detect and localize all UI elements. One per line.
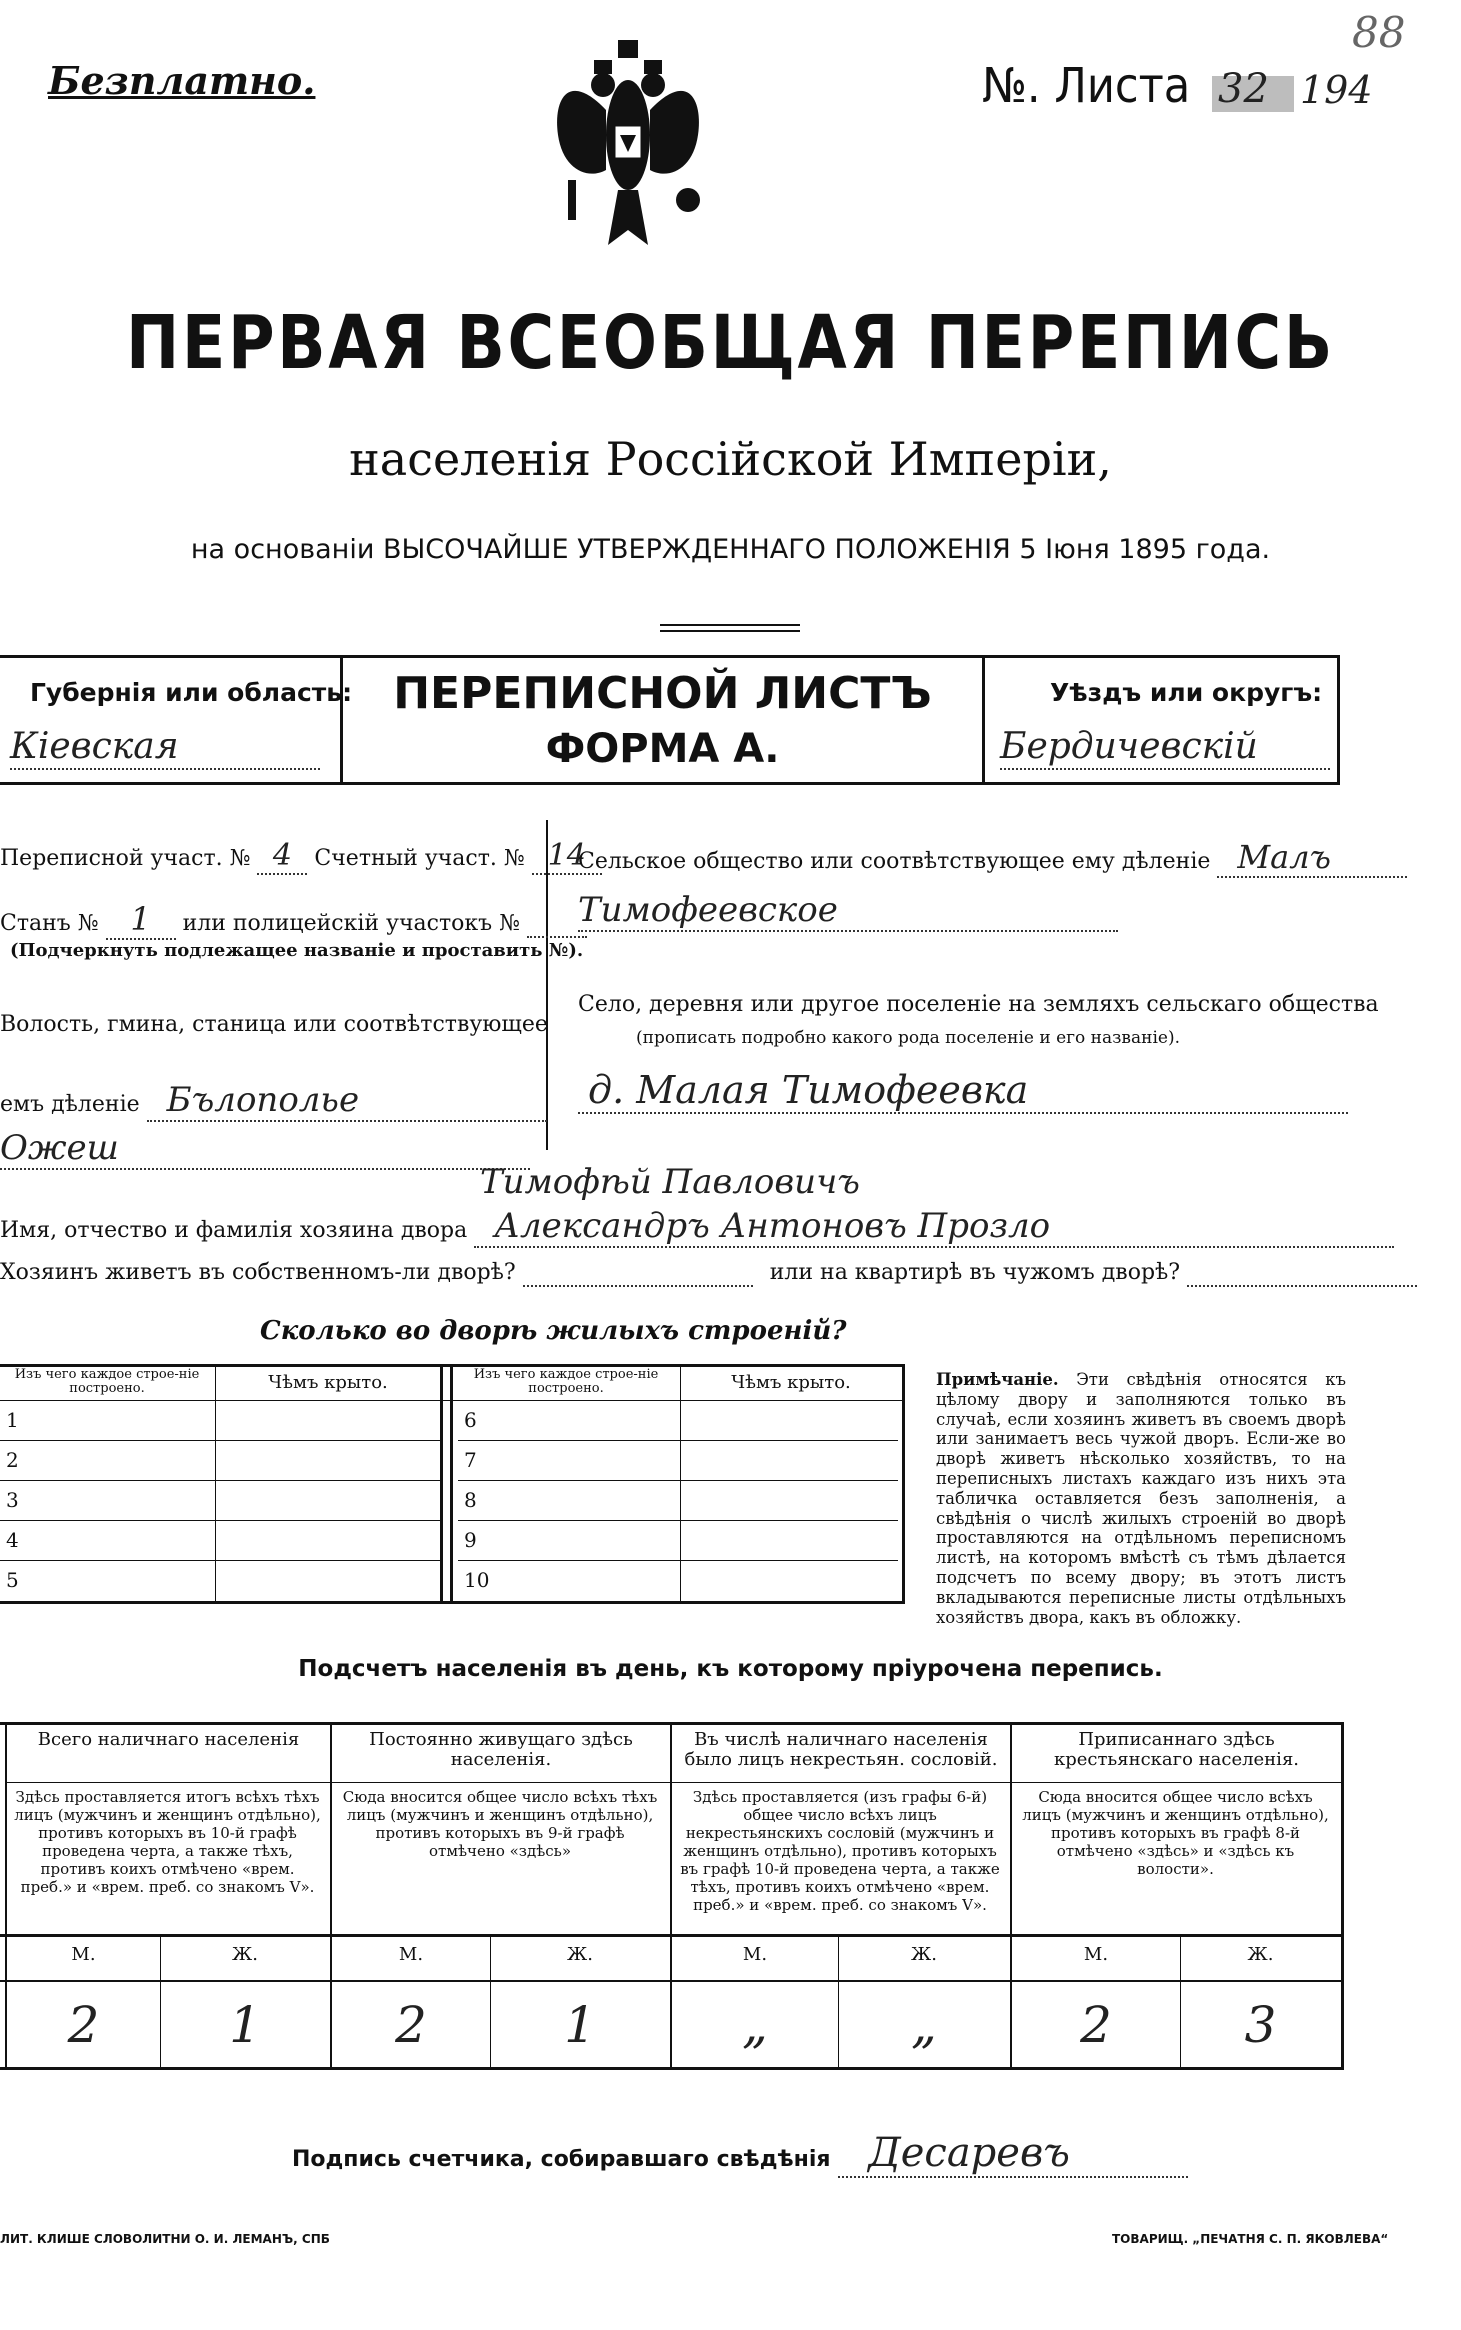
buildings-left-row-number: 3 bbox=[6, 1488, 19, 1512]
buildings-right-row-number: 7 bbox=[464, 1448, 477, 1472]
sheet-number-value: 32 bbox=[1218, 66, 1269, 112]
population-f-value: 1 bbox=[564, 1996, 596, 2054]
buildings-col-material-left: Изъ чего каждое строе-ніе построено. bbox=[14, 1367, 200, 1396]
census-area-label: Переписной участ. № bbox=[0, 846, 251, 871]
population-m-label: М. bbox=[398, 1944, 424, 1965]
police-note: (Подчеркнуть подлежащее названіе и проставить №). bbox=[10, 940, 584, 961]
buildings-left-row-line bbox=[0, 1440, 440, 1441]
buildings-left-row-line bbox=[0, 1560, 440, 1561]
village-note: (прописать подробно какого рода поселеніе и его названіе). bbox=[636, 1028, 1180, 1048]
volost-label: Волость, гмина, станица или соотвѣтствующее bbox=[0, 1012, 548, 1037]
population-col-head: Постоянно живущаго здѣсь населенія. bbox=[369, 1729, 633, 1770]
guberniya-label: Губернія или область: bbox=[30, 678, 353, 707]
buildings-left-row-number: 5 bbox=[6, 1568, 19, 1592]
buildings-left-row-line bbox=[0, 1520, 440, 1521]
printer-left: ЛИТ. КЛИШЕ СЛОВОЛИТНИ О. И. ЛЕМАНЪ, СПБ bbox=[0, 2232, 330, 2246]
society-line bbox=[578, 838, 1407, 878]
population-f-label: Ж. bbox=[911, 1944, 937, 1965]
owner-value-top: Тимофѣй Павловичъ bbox=[480, 1162, 860, 1202]
population-col-desc: Сюда вносится общее число всѣхъ лицъ (мужчинъ и женщинъ отдѣльно), противъ которыхъ въ графѣ 8-й отмѣчено «здѣсь» и «здѣсь къ волости». bbox=[1022, 1788, 1329, 1878]
society-value: Малъ bbox=[1217, 838, 1407, 878]
buildings-right-row-line bbox=[458, 1480, 898, 1481]
buildings-col-material-right: Изъ чего каждое строе-ніе построено. bbox=[473, 1367, 659, 1396]
population-col-head: Всего наличнаго населенія bbox=[37, 1729, 300, 1750]
volost-value-2: Ожеш bbox=[0, 1128, 530, 1170]
population-f-value: 3 bbox=[1244, 1996, 1277, 2054]
guberniya-value: Кіевская bbox=[10, 726, 320, 770]
buildings-left-row-number: 2 bbox=[6, 1448, 19, 1472]
double-headed-eagle-icon bbox=[548, 40, 708, 250]
population-f-label: Ж. bbox=[232, 1944, 258, 1965]
village-value: д. Малая Тимофеевка bbox=[578, 1068, 1348, 1114]
sheet-number-value-2: 194 bbox=[1300, 68, 1373, 112]
population-m-label: М. bbox=[71, 1944, 96, 1965]
population-f-label: Ж. bbox=[567, 1944, 593, 1965]
form-box-top bbox=[0, 655, 1340, 658]
count-area-value: 14 bbox=[532, 838, 602, 875]
buildings-right-row-number: 8 bbox=[464, 1488, 477, 1512]
main-title: ПЕРВАЯ ВСЕОБЩАЯ ПЕРЕПИСЬ bbox=[126, 300, 1335, 386]
buildings-left-row-number: 4 bbox=[6, 1528, 19, 1552]
buildings-right-row-line bbox=[458, 1520, 898, 1521]
sheet-number-label: №. Листа bbox=[982, 58, 1191, 114]
buildings-right-row-number: 9 bbox=[464, 1528, 477, 1552]
form-box-right bbox=[1337, 655, 1340, 785]
free-label: Безплатно. bbox=[48, 58, 316, 103]
uezd-value: Бердичевскій bbox=[1000, 726, 1330, 770]
stan-value: 1 bbox=[106, 900, 176, 940]
count-area-label: Счетный участ. № bbox=[314, 846, 525, 871]
buildings-right-row-number: 10 bbox=[464, 1568, 490, 1592]
uezd-label: Уѣздъ или округъ: bbox=[1050, 678, 1323, 707]
signature-value: Десаревъ bbox=[838, 2130, 1188, 2178]
buildings-right-row-line bbox=[458, 1440, 898, 1441]
owner-value: Александръ Антоновъ Прозло bbox=[474, 1206, 1394, 1248]
buildings-left-row-number: 1 bbox=[6, 1408, 19, 1432]
form-title: ПЕРЕПИСНОЙ ЛИСТЪ bbox=[393, 668, 932, 719]
signature-label: Подпись счетчика, собиравшаго свѣдѣнія bbox=[292, 2147, 831, 2172]
census-area-line bbox=[0, 838, 602, 875]
emblem bbox=[548, 40, 708, 250]
owner-line bbox=[0, 1206, 1394, 1248]
population-col-head: Приписаннаго здѣсь крестьянскаго населенія. bbox=[1053, 1729, 1300, 1770]
population-m-value: 2 bbox=[1080, 1996, 1112, 2054]
stan-label: Станъ № bbox=[0, 911, 99, 936]
population-col-desc: Здѣсь проставляется (изъ графы 6-й) общее число всѣхъ лицъ некрестьянскихъ сословій (мужчинъ и женщинъ отдѣльно), противъ которыхъ въ графѣ 10-й проведена черта, а также тѣхъ, противъ коихъ отмѣчено «врем. преб.» и «врем. преб. со знакомъ V». bbox=[680, 1788, 1000, 1914]
buildings-col-roof-right: Чѣмъ крыто. bbox=[731, 1372, 851, 1393]
rent-label: или на квартирѣ въ чужомъ дворѣ? bbox=[769, 1260, 1181, 1285]
buildings-right-row-number: 6 bbox=[464, 1408, 477, 1432]
population-col-desc: Здѣсь проставляется итогъ всѣхъ тѣхъ лицъ (мужчинъ и женщинъ отдѣльно), противъ которыхъ въ 10-й графѣ проведена черта, а также тѣхъ, противъ коихъ отмѣчено «врем. преб.» и «врем. преб. со знакомъ V». bbox=[14, 1788, 321, 1896]
sub-title: населенія Россійской Имперіи, bbox=[349, 432, 1112, 486]
volost-label-2: емъ дѣленіе bbox=[0, 1092, 140, 1117]
signature-line bbox=[292, 2130, 1188, 2178]
volost-value: Бълополье bbox=[147, 1080, 547, 1122]
population-m-label: М. bbox=[1083, 1944, 1109, 1965]
population-f-label: Ж. bbox=[1247, 1944, 1274, 1965]
ornament-divider bbox=[660, 624, 800, 632]
own-yard-label: Хозяинъ живетъ въ собственномъ-ли дворѣ? bbox=[0, 1260, 516, 1285]
society-label: Сельское общество или соотвѣтствующее ему дѣленіе bbox=[578, 849, 1211, 874]
corner-number: 88 bbox=[1352, 8, 1406, 57]
population-f-value: „ bbox=[911, 1996, 937, 2054]
population-col-head: Въ числѣ наличнаго населенія было лицъ некрестьян. сословій. bbox=[684, 1729, 998, 1770]
buildings-table bbox=[0, 1364, 905, 1604]
population-table bbox=[0, 1722, 1344, 2070]
form-box-divider-right bbox=[982, 655, 985, 785]
printer-right: ТОВАРИЩ. „ПЕЧАТНЯ С. П. ЯКОВЛЕВА“ bbox=[1112, 2232, 1389, 2246]
population-m-value: 2 bbox=[395, 1996, 427, 2054]
own-yard-line bbox=[0, 1260, 1417, 1287]
basis-line: на основаніи ВЫСОЧАЙШЕ УТВЕРЖДЕННАГО ПОЛОЖЕНІЯ 5 Іюня 1895 года. bbox=[190, 534, 1271, 565]
census-area-value: 4 bbox=[257, 838, 307, 875]
volost-line bbox=[0, 1080, 547, 1122]
buildings-question: Сколько во дворѣ жилыхъ строеній? bbox=[260, 1316, 847, 1346]
population-title: Подсчетъ населенія въ день, къ которому пріурочена перепись. bbox=[298, 1656, 1163, 1682]
population-m-label: М. bbox=[742, 1944, 768, 1965]
buildings-right-row-line bbox=[458, 1560, 898, 1561]
police-label: или полицейскій участокъ № bbox=[182, 911, 520, 936]
buildings-note-title: Примѣчаніе. bbox=[936, 1370, 1059, 1389]
buildings-note bbox=[936, 1370, 1346, 1627]
population-m-value: „ bbox=[742, 1996, 768, 2054]
owner-label: Имя, отчество и фамилія хозяина двора bbox=[0, 1218, 468, 1243]
buildings-col-roof-left: Чѣмъ крыто. bbox=[268, 1372, 388, 1393]
form-type: ФОРМА А. bbox=[545, 726, 780, 772]
population-col-desc: Сюда вносится общее число всѣхъ тѣхъ лицъ (мужчинъ и женщинъ отдѣльно), противъ которыхъ въ 9-й графѣ отмѣчено «здѣсь» bbox=[342, 1788, 658, 1860]
village-label: Село, деревня или другое поселеніе на земляхъ сельскаго общества bbox=[578, 992, 1379, 1017]
population-f-value: 1 bbox=[229, 1996, 261, 2054]
buildings-left-row-line bbox=[0, 1480, 440, 1481]
form-box-bottom bbox=[0, 782, 1340, 785]
population-m-value: 2 bbox=[67, 1996, 100, 2054]
buildings-note-text: Эти свѣдѣнія относятся къ цѣлому двору и заполняются только въ случаѣ, если хозяинъ живетъ въ своемъ дворѣ или занимаетъ весь чужой дворъ. Если-же во дворѣ живетъ нѣсколько хозяйствъ, то на переписныхъ листахъ каждаго изъ нихъ эта табличка оставляется безъ заполненія, а свѣдѣнія о числѣ жилыхъ строеній во дворѣ проставляются на отдѣльномъ переписномъ листѣ, на которомъ вмѣстѣ съ тѣмъ дѣлается подсчетъ по всему двору; въ этотъ листъ вкладываются переписные листы отдѣльныхъ хозяйствъ двора, какъ въ обложку. bbox=[936, 1370, 1346, 1627]
society-value-2: Тимофеевское bbox=[578, 890, 1118, 932]
stan-line bbox=[0, 900, 587, 940]
